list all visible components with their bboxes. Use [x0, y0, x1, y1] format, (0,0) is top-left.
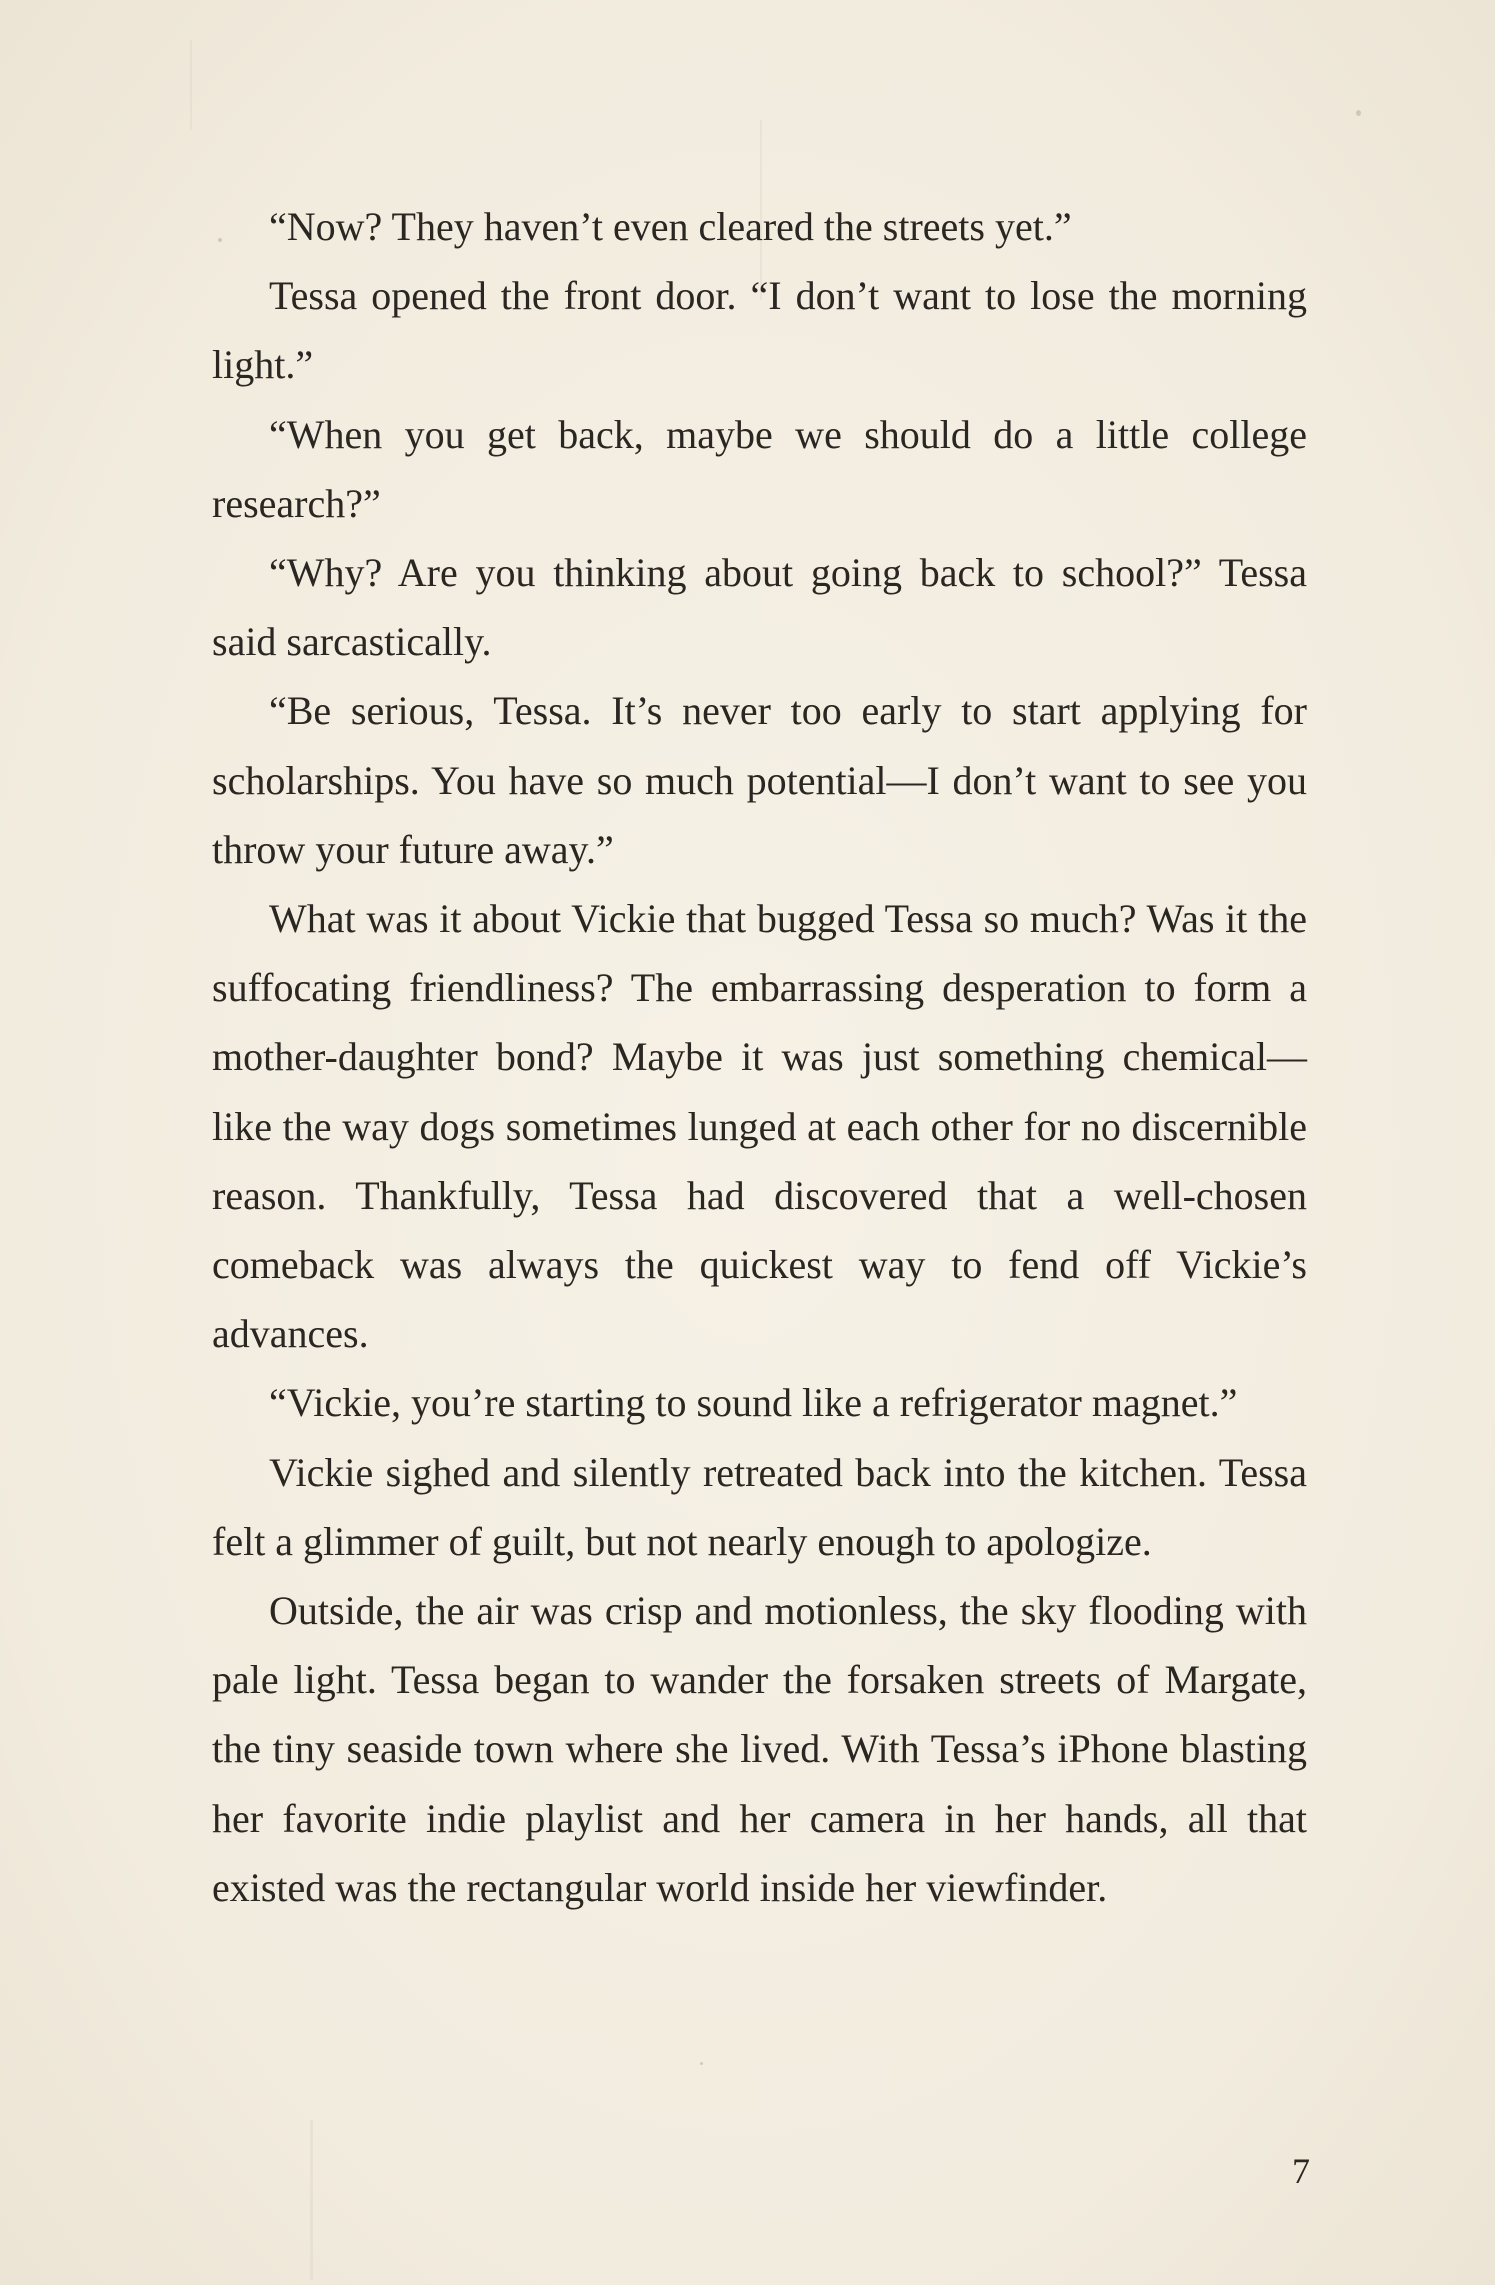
- paragraph: Outside, the air was crisp and motionless, the sky flooding with pale light. Tessa began to wander the forsaken streets of Margate, the tiny seaside town where she lived. With Tessa’s iPhone blasting her favorite indie playlist and her camera in her hands, all that existed was the rectangular world inside her viewfinder.: [212, 1588, 1307, 1910]
- paragraph: “When you get back, maybe we should do a little college research?”: [212, 411, 1307, 526]
- paragraph: “Why? Are you thinking about going back to school?” Tessa said sarcastically.: [212, 550, 1307, 665]
- paragraph: “Be serious, Tessa. It’s never too early to start applying for scholarships. You have so much potential—I don’t want to see you throw your future away.”: [212, 688, 1307, 872]
- paragraph: “Now? They haven’t even cleared the streets yet.”: [269, 204, 1072, 249]
- body-text: [212, 192, 1307, 1922]
- paper-speck: [1356, 110, 1361, 116]
- paper-speck: [700, 2062, 703, 2065]
- paragraph: Tessa opened the front door. “I don’t want to lose the morning light.”: [212, 273, 1307, 388]
- paragraph: What was it about Vickie that bugged Tessa so much? Was it the suffocating friendliness? The embarrassing desperation to form a mother-daughter bond? Maybe it was just something chemical—like the way dogs sometimes lunged at each other for no discernible reason. Thankfully, Tessa had discovered that a well-chosen comeback was always the quickest way to fend off Vickie’s advances.: [212, 896, 1307, 1357]
- show-through-mark: [190, 40, 192, 130]
- show-through-mark: [310, 2120, 313, 2280]
- paragraph: “Vickie, you’re starting to sound like a refrigerator magnet.”: [269, 1380, 1238, 1426]
- page-number: 7: [1292, 2151, 1310, 2191]
- paragraph: Vickie sighed and silently retreated back into the kitchen. Tessa felt a glimmer of guilt, but not nearly enough to apologize.: [212, 1449, 1307, 1564]
